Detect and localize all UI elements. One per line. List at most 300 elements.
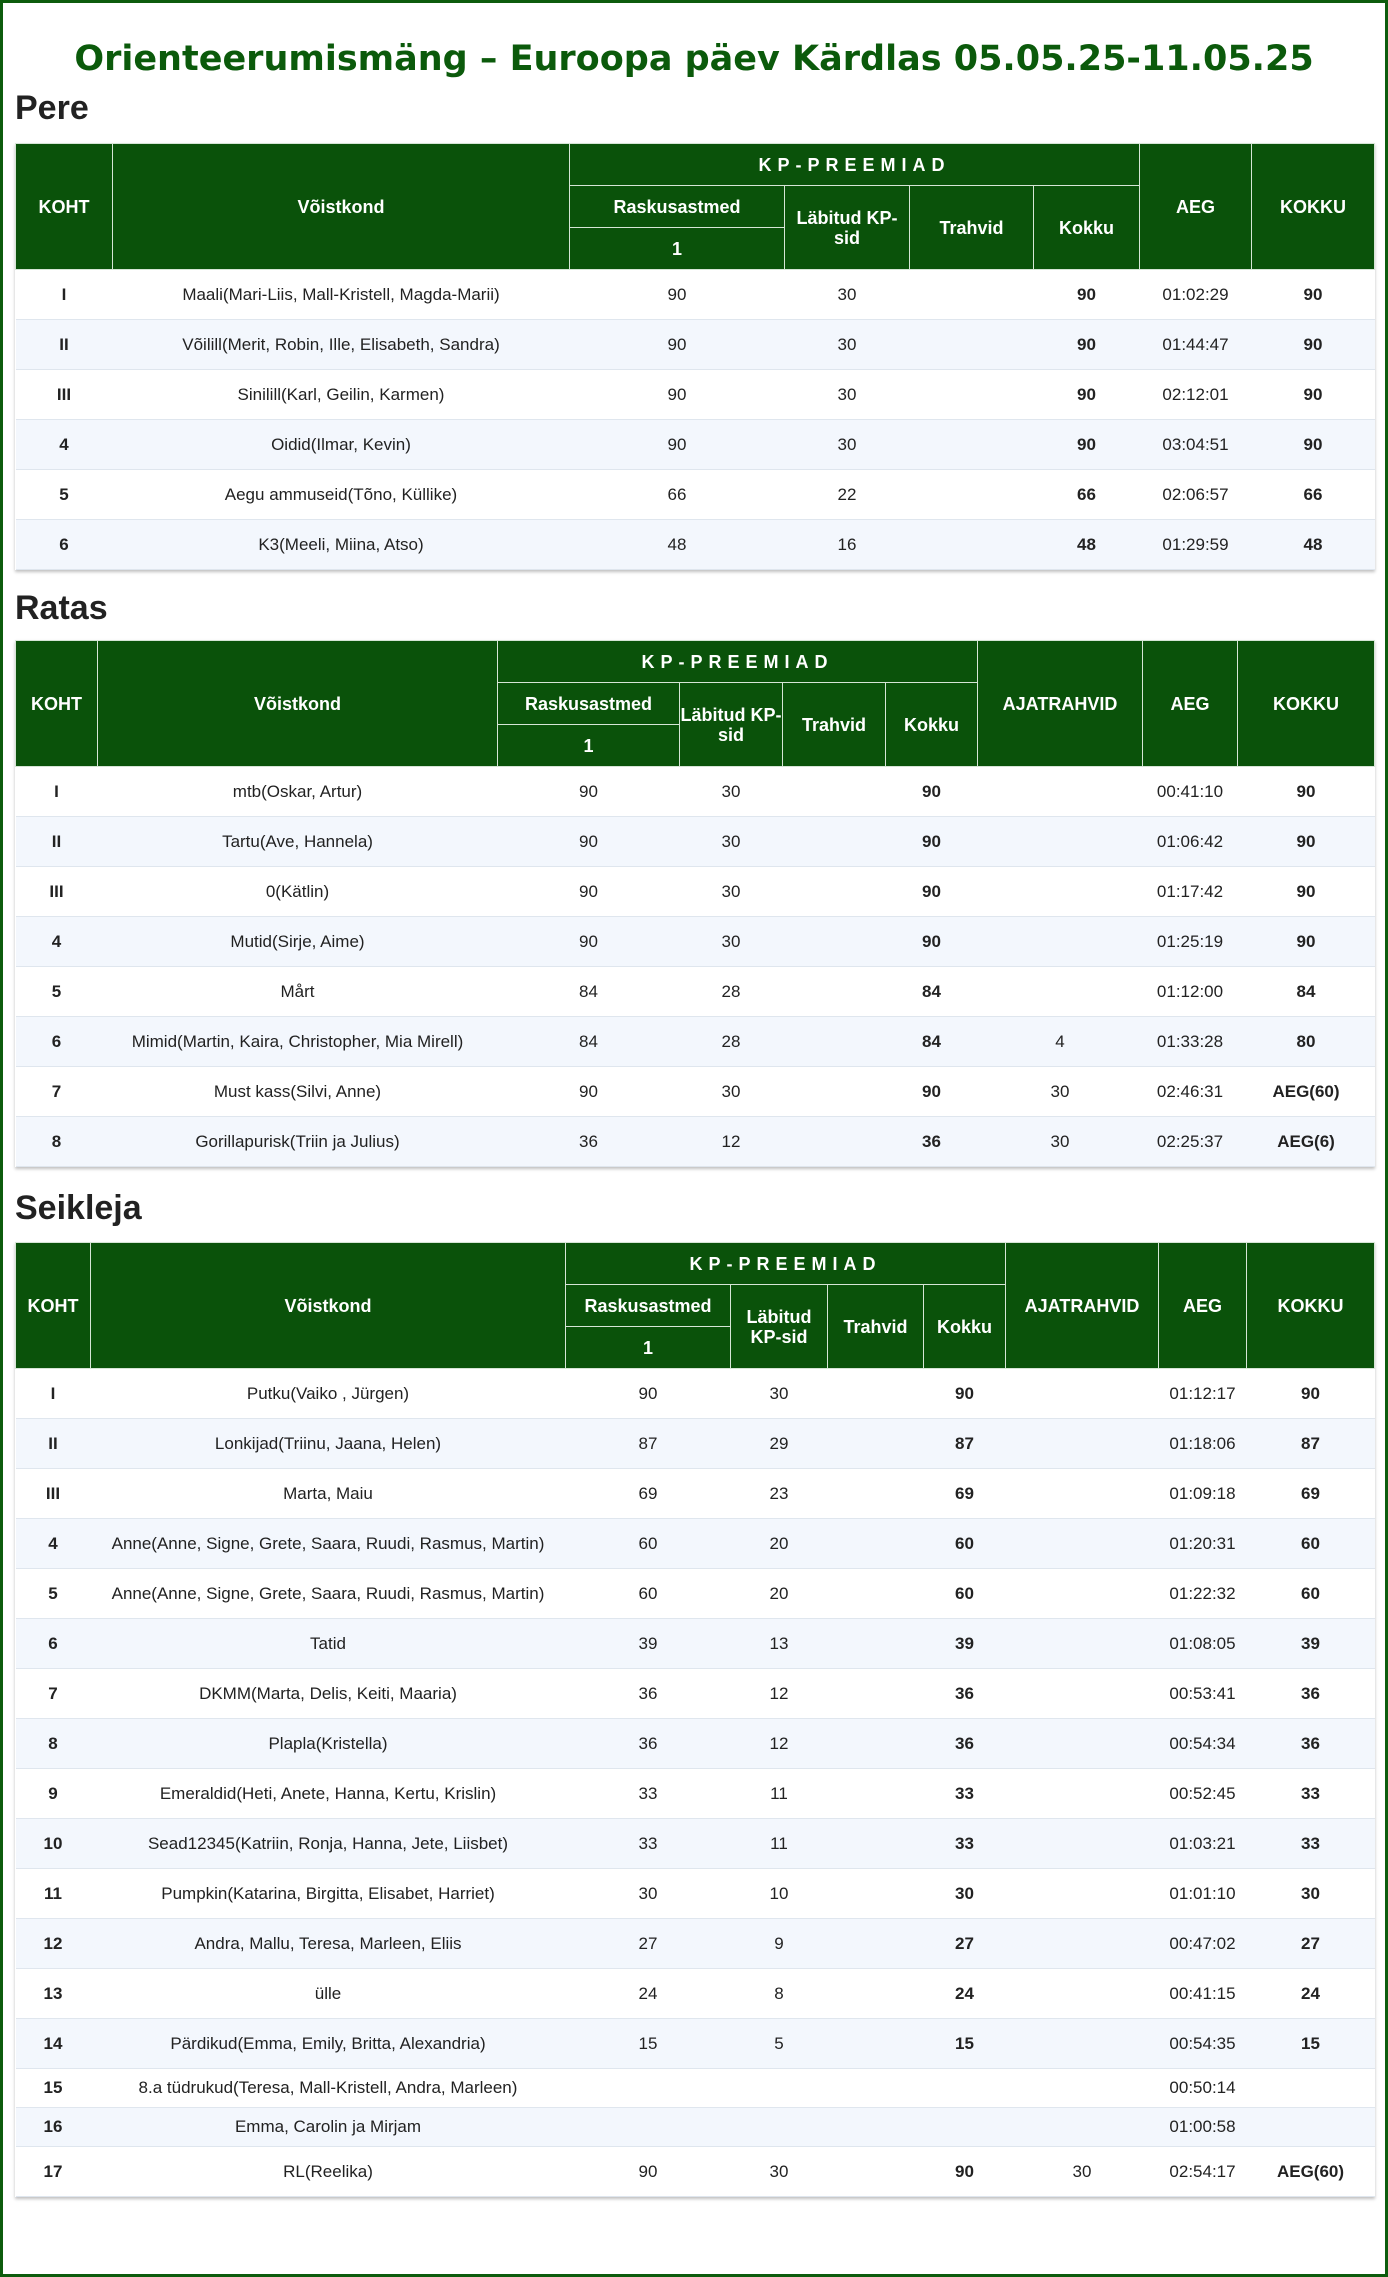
col-raskusastmed: Raskusastmed: [570, 186, 785, 228]
cell-labitud: 11: [731, 1819, 828, 1869]
cell-labitud: 12: [731, 1719, 828, 1769]
cell-trahvid: [828, 1569, 924, 1619]
cell-kokku-total: 60: [1247, 1519, 1375, 1569]
cell-raskus-1: 90: [498, 867, 680, 917]
cell-ajatrahvid: [1006, 1519, 1159, 1569]
cell-team: Tatid: [91, 1619, 566, 1669]
cell-trahvid: [910, 520, 1034, 570]
cell-trahvid: [828, 1419, 924, 1469]
cell-kokku-total: [1247, 2108, 1375, 2147]
cell-raskus-1: 90: [498, 817, 680, 867]
col-trahvid: Trahvid: [910, 186, 1034, 270]
cell-aeg: 01:44:47: [1140, 320, 1252, 370]
cell-team: Plapla(Kristella): [91, 1719, 566, 1769]
cell-koht: 5: [16, 470, 113, 520]
col-kokku-total: KOKKU: [1247, 1243, 1375, 1369]
cell-aeg: 00:50:14: [1159, 2069, 1247, 2108]
cell-kokku: [924, 2108, 1006, 2147]
cell-raskus-1: 60: [566, 1569, 731, 1619]
cell-raskus-1: 36: [498, 1117, 680, 1167]
col-voistkond: Võistkond: [98, 641, 498, 767]
cell-trahvid: [828, 1669, 924, 1719]
col-koht: KOHT: [16, 144, 113, 270]
table-row: [16, 1869, 1375, 1919]
table-row: [16, 1819, 1375, 1869]
cell-ajatrahvid: [1006, 1469, 1159, 1519]
table-row: [16, 520, 1375, 570]
cell-trahvid: [828, 2069, 924, 2108]
cell-labitud: 9: [731, 1919, 828, 1969]
table-row: [16, 2108, 1375, 2147]
cell-kokku: 90: [1034, 320, 1140, 370]
cell-koht: III: [16, 867, 98, 917]
cell-kokku-total: 39: [1247, 1619, 1375, 1669]
table-row: [16, 1769, 1375, 1819]
cell-aeg: 01:22:32: [1159, 1569, 1247, 1619]
col-ajatrahvid: AJATRAHVID: [1006, 1243, 1159, 1369]
table-row: [16, 1919, 1375, 1969]
cell-team: Emma, Carolin ja Mirjam: [91, 2108, 566, 2147]
cell-aeg: 03:04:51: [1140, 420, 1252, 470]
cell-kokku: 90: [924, 1369, 1006, 1419]
cell-trahvid: [828, 2147, 924, 2197]
table-row: [16, 1619, 1375, 1669]
col-ajatrahvid: AJATRAHVID: [978, 641, 1143, 767]
cell-labitud: 13: [731, 1619, 828, 1669]
cell-kokku: 90: [886, 817, 978, 867]
cell-trahvid: [783, 817, 886, 867]
cell-labitud: 30: [680, 767, 783, 817]
col-kp-preemiad: KP-PREEMIAD: [566, 1243, 1006, 1285]
cell-koht: 5: [16, 967, 98, 1017]
cell-ajatrahvid: [1006, 1719, 1159, 1769]
cell-kokku: 69: [924, 1469, 1006, 1519]
cell-koht: 13: [16, 1969, 91, 2019]
table-row: [16, 767, 1375, 817]
cell-kokku-total: 90: [1252, 320, 1375, 370]
cell-raskus-1: 33: [566, 1769, 731, 1819]
cell-raskus-1: 60: [566, 1519, 731, 1569]
cell-raskus-1: 90: [566, 2147, 731, 2197]
cell-kokku: 36: [924, 1719, 1006, 1769]
cell-ajatrahvid: [1006, 1869, 1159, 1919]
col-kokku: Kokku: [924, 1285, 1006, 1369]
cell-labitud: 30: [680, 917, 783, 967]
cell-kokku-total: AEG(60): [1247, 2147, 1375, 2197]
cell-team: Sinilill(Karl, Geilin, Karmen): [113, 370, 570, 420]
cell-trahvid: [783, 1017, 886, 1067]
table-row: [16, 1669, 1375, 1719]
cell-team: Anne(Anne, Signe, Grete, Saara, Ruudi, Rasmus, Martin): [91, 1519, 566, 1569]
cell-aeg: 01:01:10: [1159, 1869, 1247, 1919]
cell-kokku-total: 90: [1238, 867, 1375, 917]
cell-team: mtb(Oskar, Artur): [98, 767, 498, 817]
cell-raskus-1: 66: [570, 470, 785, 520]
cell-kokku-total: 90: [1247, 1369, 1375, 1419]
cell-koht: 8: [16, 1117, 98, 1167]
col-koht: KOHT: [16, 1243, 91, 1369]
cell-kokku: 87: [924, 1419, 1006, 1469]
cell-ajatrahvid: 30: [978, 1117, 1143, 1167]
cell-raskus-1: 90: [566, 1369, 731, 1419]
cell-aeg: 01:33:28: [1143, 1017, 1238, 1067]
cell-kokku: 36: [886, 1117, 978, 1167]
cell-ajatrahvid: [978, 967, 1143, 1017]
cell-kokku: 84: [886, 967, 978, 1017]
cell-trahvid: [910, 370, 1034, 420]
table-body-ratas: [16, 767, 1375, 1167]
cell-kokku-total: 80: [1238, 1017, 1375, 1067]
cell-kokku: 33: [924, 1769, 1006, 1819]
cell-ajatrahvid: 4: [978, 1017, 1143, 1067]
table-row: [16, 2069, 1375, 2108]
cell-koht: II: [16, 320, 113, 370]
cell-koht: 11: [16, 1869, 91, 1919]
cell-kokku-total: 36: [1247, 1669, 1375, 1719]
col-voistkond: Võistkond: [113, 144, 570, 270]
cell-team: Võilill(Merit, Robin, Ille, Elisabeth, Sandra): [113, 320, 570, 370]
cell-trahvid: [828, 1869, 924, 1919]
cell-kokku-total: 84: [1238, 967, 1375, 1017]
cell-team: 8.a tüdrukud(Teresa, Mall-Kristell, Andra, Marleen): [91, 2069, 566, 2108]
cell-team: DKMM(Marta, Delis, Keiti, Maaria): [91, 1669, 566, 1719]
cell-aeg: 01:03:21: [1159, 1819, 1247, 1869]
cell-aeg: 00:53:41: [1159, 1669, 1247, 1719]
cell-trahvid: [828, 1969, 924, 2019]
table-row: [16, 370, 1375, 420]
cell-aeg: 01:02:29: [1140, 270, 1252, 320]
cell-ajatrahvid: [1006, 1669, 1159, 1719]
table-row: [16, 2019, 1375, 2069]
col-kokku: Kokku: [886, 683, 978, 767]
cell-kokku: 90: [1034, 370, 1140, 420]
cell-kokku-total: 48: [1252, 520, 1375, 570]
cell-trahvid: [828, 1369, 924, 1419]
table-row: [16, 470, 1375, 520]
cell-koht: 14: [16, 2019, 91, 2069]
cell-koht: 6: [16, 1619, 91, 1669]
cell-kokku-total: 90: [1252, 370, 1375, 420]
table-row: [16, 420, 1375, 470]
cell-raskus-1: 27: [566, 1919, 731, 1969]
cell-ajatrahvid: 30: [1006, 2147, 1159, 2197]
col-raskus-1: 1: [566, 1327, 731, 1369]
cell-team: Andra, Mallu, Teresa, Marleen, Eliis: [91, 1919, 566, 1969]
cell-ajatrahvid: [978, 817, 1143, 867]
cell-labitud: 30: [785, 320, 910, 370]
cell-trahvid: [783, 1117, 886, 1167]
cell-raskus-1: 30: [566, 1869, 731, 1919]
col-labitud: Läbitud KP-sid: [680, 683, 783, 767]
cell-ajatrahvid: [978, 867, 1143, 917]
cell-kokku: 48: [1034, 520, 1140, 570]
cell-kokku: 60: [924, 1569, 1006, 1619]
cell-kokku: 60: [924, 1519, 1006, 1569]
table-row: [16, 1419, 1375, 1469]
cell-aeg: 01:12:00: [1143, 967, 1238, 1017]
cell-kokku-total: [1247, 2069, 1375, 2108]
cell-ajatrahvid: [978, 917, 1143, 967]
cell-aeg: 01:08:05: [1159, 1619, 1247, 1669]
col-kokku-total: KOKKU: [1252, 144, 1375, 270]
cell-kokku-total: AEG(6): [1238, 1117, 1375, 1167]
cell-ajatrahvid: [1006, 1619, 1159, 1669]
cell-raskus-1: 48: [570, 520, 785, 570]
cell-aeg: 01:12:17: [1159, 1369, 1247, 1419]
results-table-seikleja: [15, 1242, 1375, 2197]
cell-trahvid: [828, 1919, 924, 1969]
col-aeg: AEG: [1159, 1243, 1247, 1369]
cell-team: Putku(Vaiko , Jürgen): [91, 1369, 566, 1419]
cell-raskus-1: 39: [566, 1619, 731, 1669]
cell-kokku: 15: [924, 2019, 1006, 2069]
cell-labitud: [731, 2108, 828, 2147]
cell-kokku-total: 87: [1247, 1419, 1375, 1469]
table-row: [16, 320, 1375, 370]
cell-ajatrahvid: [1006, 1969, 1159, 2019]
cell-koht: 6: [16, 520, 113, 570]
col-kp-preemiad: KP-PREEMIAD: [498, 641, 978, 683]
cell-ajatrahvid: [1006, 2019, 1159, 2069]
cell-koht: 12: [16, 1919, 91, 1969]
table-body-seikleja: [16, 1369, 1375, 2197]
cell-kokku-total: 90: [1238, 917, 1375, 967]
table-row: [16, 1469, 1375, 1519]
cell-team: Pärdikud(Emma, Emily, Britta, Alexandria): [91, 2019, 566, 2069]
cell-kokku-total: 90: [1238, 767, 1375, 817]
table-row: [16, 1719, 1375, 1769]
cell-kokku: 30: [924, 1869, 1006, 1919]
cell-labitud: 12: [680, 1117, 783, 1167]
cell-labitud: 22: [785, 470, 910, 520]
cell-koht: I: [16, 767, 98, 817]
cell-kokku-total: 90: [1252, 270, 1375, 320]
cell-team: Tartu(Ave, Hannela): [98, 817, 498, 867]
cell-labitud: 28: [680, 967, 783, 1017]
cell-raskus-1: 36: [566, 1669, 731, 1719]
cell-trahvid: [910, 320, 1034, 370]
table-row: [16, 1969, 1375, 2019]
cell-trahvid: [910, 270, 1034, 320]
cell-team: Mimid(Martin, Kaira, Christopher, Mia Mirell): [98, 1017, 498, 1067]
col-trahvid: Trahvid: [828, 1285, 924, 1369]
cell-raskus-1: 90: [498, 767, 680, 817]
cell-kokku: 36: [924, 1669, 1006, 1719]
cell-kokku: 39: [924, 1619, 1006, 1669]
table-row: [16, 967, 1375, 1017]
cell-team: RL(Reelika): [91, 2147, 566, 2197]
cell-trahvid: [828, 1519, 924, 1569]
cell-trahvid: [783, 1067, 886, 1117]
cell-ajatrahvid: 30: [978, 1067, 1143, 1117]
cell-ajatrahvid: [1006, 1769, 1159, 1819]
cell-raskus-1: 90: [498, 1067, 680, 1117]
cell-raskus-1: 33: [566, 1819, 731, 1869]
cell-raskus-1: 36: [566, 1719, 731, 1769]
section-title-ratas: Ratas: [15, 589, 108, 627]
col-labitud: Läbitud KP-sid: [785, 186, 910, 270]
col-kp-preemiad: KP-PREEMIAD: [570, 144, 1140, 186]
col-kokku: Kokku: [1034, 186, 1140, 270]
cell-raskus-1: 90: [570, 420, 785, 470]
cell-trahvid: [783, 867, 886, 917]
cell-kokku-total: 27: [1247, 1919, 1375, 1969]
table-row: [16, 270, 1375, 320]
cell-aeg: 01:18:06: [1159, 1419, 1247, 1469]
cell-raskus-1: 84: [498, 967, 680, 1017]
table-row: [16, 867, 1375, 917]
cell-labitud: 20: [731, 1519, 828, 1569]
col-koht: KOHT: [16, 641, 98, 767]
cell-trahvid: [828, 1719, 924, 1769]
cell-raskus-1: 84: [498, 1017, 680, 1067]
cell-koht: 8: [16, 1719, 91, 1769]
cell-kokku-total: 36: [1247, 1719, 1375, 1769]
cell-ajatrahvid: [1006, 1819, 1159, 1869]
cell-raskus-1: 90: [570, 370, 785, 420]
cell-koht: I: [16, 270, 113, 320]
table-row: [16, 817, 1375, 867]
col-voistkond: Võistkond: [91, 1243, 566, 1369]
cell-kokku-total: 66: [1252, 470, 1375, 520]
cell-labitud: 30: [785, 270, 910, 320]
cell-labitud: [731, 2069, 828, 2108]
table-row: [16, 1369, 1375, 1419]
cell-aeg: 01:20:31: [1159, 1519, 1247, 1569]
cell-aeg: 01:29:59: [1140, 520, 1252, 570]
cell-kokku: [924, 2069, 1006, 2108]
col-raskus-1: 1: [498, 725, 680, 767]
cell-koht: III: [16, 370, 113, 420]
cell-labitud: 10: [731, 1869, 828, 1919]
cell-koht: 6: [16, 1017, 98, 1067]
cell-koht: 15: [16, 2069, 91, 2108]
cell-ajatrahvid: [1006, 1569, 1159, 1619]
cell-ajatrahvid: [978, 767, 1143, 817]
cell-team: 0(Kätlin): [98, 867, 498, 917]
cell-trahvid: [910, 420, 1034, 470]
cell-aeg: 02:54:17: [1159, 2147, 1247, 2197]
cell-aeg: 00:54:35: [1159, 2019, 1247, 2069]
cell-kokku-total: 60: [1247, 1569, 1375, 1619]
table-row: [16, 1117, 1375, 1167]
cell-kokku: 90: [886, 767, 978, 817]
cell-kokku-total: AEG(60): [1238, 1067, 1375, 1117]
cell-aeg: 01:25:19: [1143, 917, 1238, 967]
cell-aeg: 00:47:02: [1159, 1919, 1247, 1969]
cell-team: Lonkijad(Triinu, Jaana, Helen): [91, 1419, 566, 1469]
col-raskusastmed: Raskusastmed: [566, 1285, 731, 1327]
cell-kokku: 84: [886, 1017, 978, 1067]
table-row: [16, 1519, 1375, 1569]
cell-labitud: 23: [731, 1469, 828, 1519]
cell-team: Mutid(Sirje, Aime): [98, 917, 498, 967]
cell-kokku-total: 30: [1247, 1869, 1375, 1919]
cell-kokku-total: 33: [1247, 1769, 1375, 1819]
cell-koht: 16: [16, 2108, 91, 2147]
cell-koht: 9: [16, 1769, 91, 1819]
cell-team: Anne(Anne, Signe, Grete, Saara, Ruudi, Rasmus, Martin): [91, 1569, 566, 1619]
cell-kokku: 24: [924, 1969, 1006, 2019]
cell-raskus-1: [566, 2108, 731, 2147]
cell-kokku-total: 90: [1252, 420, 1375, 470]
cell-labitud: 12: [731, 1669, 828, 1719]
section-title-pere: Pere: [15, 89, 89, 127]
cell-trahvid: [783, 967, 886, 1017]
cell-koht: 5: [16, 1569, 91, 1619]
page-title: Orienteerumismäng – Euroopa päev Kärdlas 05.05.25-11.05.25: [74, 39, 1314, 79]
cell-kokku: 27: [924, 1919, 1006, 1969]
cell-raskus-1: 87: [566, 1419, 731, 1469]
cell-trahvid: [828, 1819, 924, 1869]
cell-koht: 7: [16, 1669, 91, 1719]
cell-ajatrahvid: [1006, 1419, 1159, 1469]
cell-ajatrahvid: [1006, 1369, 1159, 1419]
cell-koht: 4: [16, 917, 98, 967]
cell-labitud: 30: [731, 1369, 828, 1419]
section-title-seikleja: Seikleja: [15, 1189, 142, 1227]
col-aeg: AEG: [1140, 144, 1252, 270]
cell-labitud: 8: [731, 1969, 828, 2019]
col-trahvid: Trahvid: [783, 683, 886, 767]
cell-labitud: 28: [680, 1017, 783, 1067]
cell-aeg: 01:09:18: [1159, 1469, 1247, 1519]
table-row: [16, 1569, 1375, 1619]
cell-team: Must kass(Silvi, Anne): [98, 1067, 498, 1117]
cell-kokku: 90: [924, 2147, 1006, 2197]
cell-labitud: 30: [680, 867, 783, 917]
cell-koht: 4: [16, 1519, 91, 1569]
cell-team: Sead12345(Katriin, Ronja, Hanna, Jete, Liisbet): [91, 1819, 566, 1869]
cell-raskus-1: 15: [566, 2019, 731, 2069]
cell-ajatrahvid: [1006, 2069, 1159, 2108]
cell-aeg: 01:06:42: [1143, 817, 1238, 867]
cell-ajatrahvid: [1006, 1919, 1159, 1969]
cell-labitud: 30: [785, 420, 910, 470]
cell-team: Maali(Mari-Liis, Mall-Kristell, Magda-Marii): [113, 270, 570, 320]
cell-koht: 17: [16, 2147, 91, 2197]
cell-ajatrahvid: [1006, 2108, 1159, 2147]
cell-koht: III: [16, 1469, 91, 1519]
cell-trahvid: [783, 767, 886, 817]
col-aeg: AEG: [1143, 641, 1238, 767]
cell-kokku: 90: [886, 867, 978, 917]
cell-trahvid: [828, 1619, 924, 1669]
cell-labitud: 5: [731, 2019, 828, 2069]
cell-team: Oidid(Ilmar, Kevin): [113, 420, 570, 470]
cell-kokku: 90: [886, 1067, 978, 1117]
table-row: [16, 2147, 1375, 2197]
cell-team: Emeraldid(Heti, Anete, Hanna, Kertu, Krislin): [91, 1769, 566, 1819]
results-table-pere: [15, 143, 1375, 570]
cell-team: K3(Meeli, Miina, Atso): [113, 520, 570, 570]
cell-trahvid: [783, 917, 886, 967]
cell-raskus-1: 90: [570, 270, 785, 320]
cell-raskus-1: 69: [566, 1469, 731, 1519]
results-table-ratas: [15, 640, 1375, 1167]
cell-team: Mårt: [98, 967, 498, 1017]
cell-raskus-1: [566, 2069, 731, 2108]
cell-labitud: 11: [731, 1769, 828, 1819]
cell-kokku: 90: [1034, 270, 1140, 320]
cell-aeg: 01:00:58: [1159, 2108, 1247, 2147]
cell-koht: 10: [16, 1819, 91, 1869]
table-row: [16, 1017, 1375, 1067]
cell-kokku-total: 33: [1247, 1819, 1375, 1869]
cell-labitud: 20: [731, 1569, 828, 1619]
cell-koht: I: [16, 1369, 91, 1419]
cell-kokku-total: 69: [1247, 1469, 1375, 1519]
